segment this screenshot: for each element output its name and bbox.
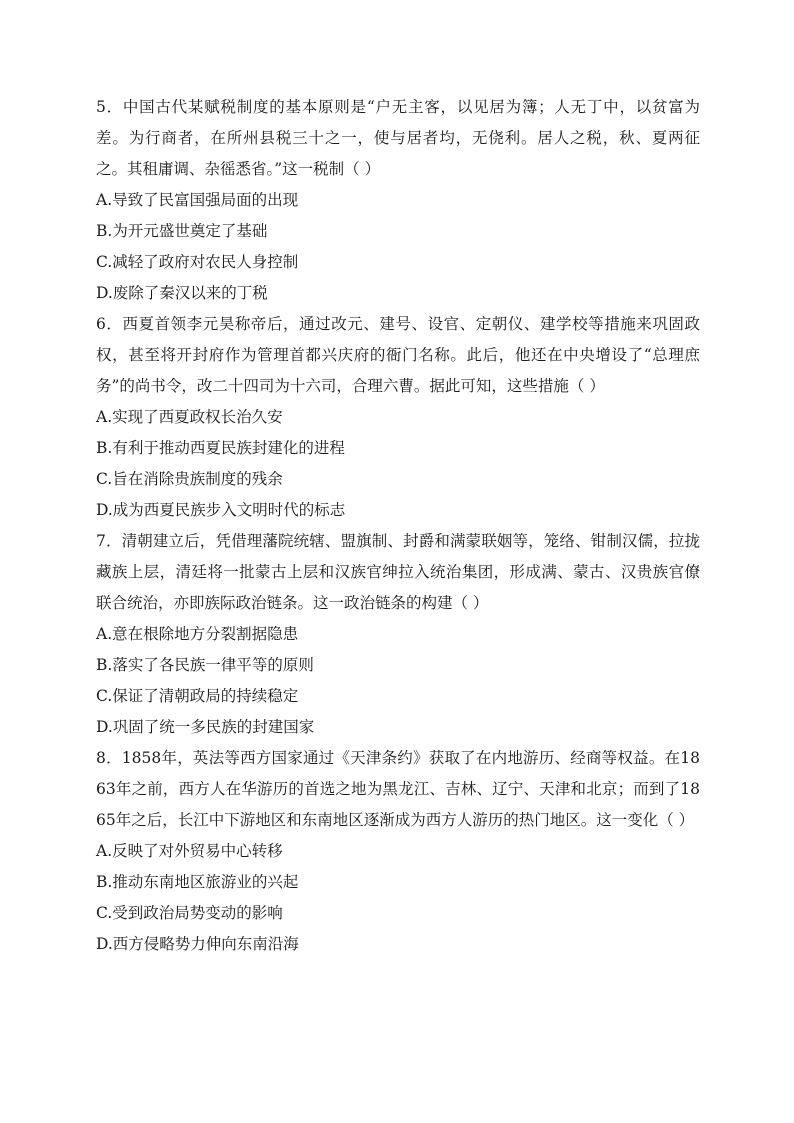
option-d: D.成为西夏民族步入文明时代的标志 (96, 501, 346, 519)
option-c: C.受到政治局势变动的影响 (96, 904, 283, 922)
option-c: C.旨在消除贵族制度的残余 (96, 470, 283, 488)
option-a: A.反映了对外贸易中心转移 (96, 842, 283, 860)
option-d: D.巩固了统一多民族的封建国家 (96, 718, 315, 736)
question-stem: 6．西夏首领李元昊称帝后，通过改元、建号、设官、定朝仪、建学校等措施来巩固政权，甚至将开封府作为管理首都兴庆府的衙门名称。此后，他还在中央增设了“总理庶务”的尚书令，改二十四司为十六司，合理六曹。据此可知，这些措施（ ） (96, 315, 700, 395)
question-6 (96, 309, 700, 526)
exam-page (96, 92, 700, 960)
question-stem: 8．1858年，英法等西方国家通过《天津条约》获取了在内地游历、经商等权益。在1863年之前，西方人在华游历的首选之地为黑龙江、吉林、辽宁、天津和北京；而到了1865年之后，长江中下游地区和东南地区逐渐成为西方人游历的热门地区。这一变化（ ） (96, 749, 700, 829)
question-8 (96, 743, 700, 960)
option-b: B.为开元盛世奠定了基础 (96, 222, 268, 240)
option-c: C.保证了清朝政局的持续稳定 (96, 687, 299, 705)
option-b: B.有利于推动西夏民族封建化的进程 (96, 439, 345, 457)
option-c: C.减轻了政府对农民人身控制 (96, 253, 299, 271)
option-d: D.西方侵略势力伸向东南沿海 (96, 935, 299, 953)
question-5 (96, 92, 700, 309)
option-a: A.意在根除地方分裂割据隐患 (96, 625, 299, 643)
option-a: A.导致了民富国强局面的出现 (96, 191, 299, 209)
option-a: A.实现了西夏政权长治久安 (96, 408, 283, 426)
question-7 (96, 526, 700, 743)
option-b: B.落实了各民族一律平等的原则 (96, 656, 314, 674)
question-stem: 5．中国古代某赋税制度的基本原则是“户无主客，以见居为簿；人无丁中，以贫富为差。为行商者，在所州县税三十之一，使与居者均，无侥利。居人之税，秋、夏两征之。其租庸调、杂徭悉省。”这一税制（ ） (96, 98, 700, 178)
question-stem: 7．清朝建立后，凭借理藩院统辖、盟旗制、封爵和满蒙联姻等，笼络、钳制汉儒，拉拢藏族上层，清廷将一批蒙古上层和汉族官绅拉入统治集团，形成满、蒙古、汉贵族官僚联合统治，亦即族际政治链条。这一政治链条的构建（ ） (96, 532, 700, 612)
option-b: B.推动东南地区旅游业的兴起 (96, 873, 299, 891)
option-d: D.废除了秦汉以来的丁税 (96, 284, 268, 302)
